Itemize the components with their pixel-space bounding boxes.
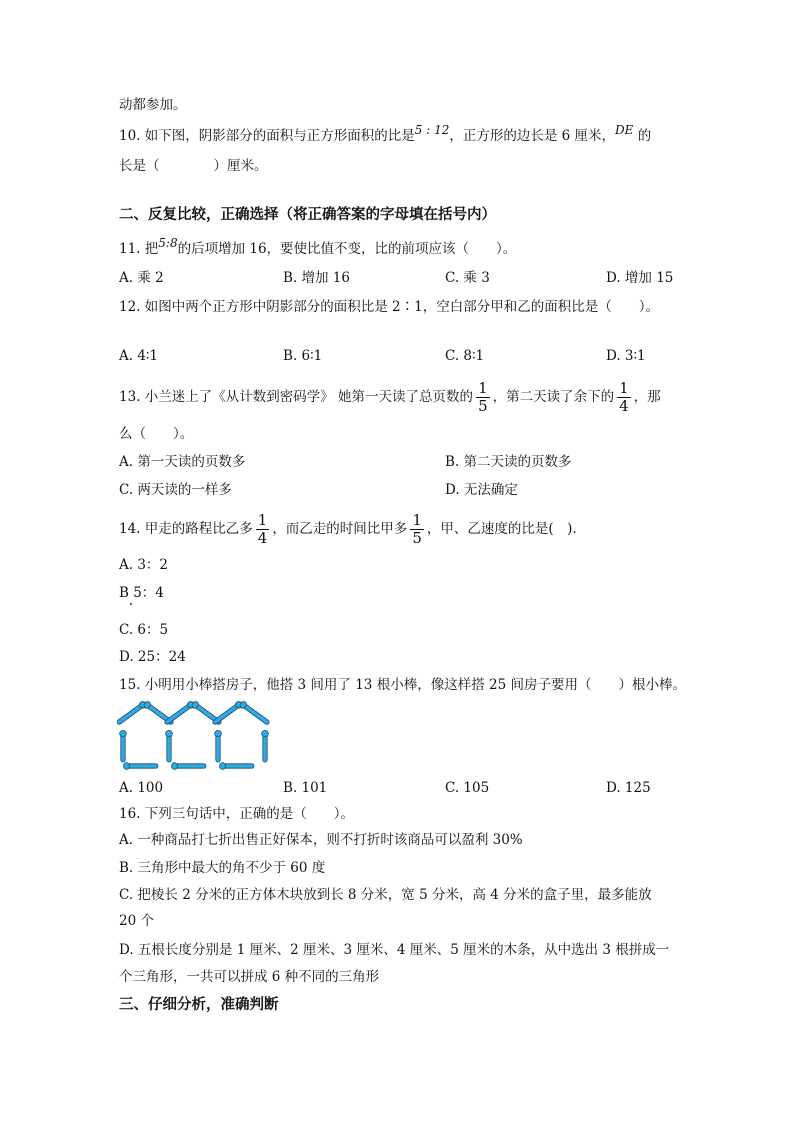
section-3-heading: 三、仔细分析，准确判断 [119,997,279,1013]
wall-stick [120,731,127,763]
q13-option-b[interactable]: B. 第二天读的页数多 [445,454,572,470]
q15-option-a[interactable]: A. 100 [119,780,164,796]
de-label: DE [615,123,634,137]
q11-option-b[interactable]: B. 增加 16 [283,270,350,286]
q12-option-a[interactable]: A. 4∶1 [119,348,159,364]
q15-option-c[interactable]: C. 105 [445,780,490,796]
ratio-5-12: 5 : 12 [414,123,450,137]
question-13-line1: 13. 小兰迷上了《从计数到密码学》 她第一天读了总页数的 $\frac{1}{5}$ ，第二天读了余下的 $\frac{1}{4}$ ，那 [119,379,661,415]
q11-option-d[interactable]: D. 增加 15 [606,270,674,286]
roof-stick [117,700,147,726]
q14-option-a[interactable]: A. 3：2 [119,557,169,573]
q13-option-d[interactable]: D. 无法确定 [445,482,518,498]
q12-option-b[interactable]: B. 6∶1 [283,348,323,364]
floor-stick [124,763,159,770]
q13-option-a[interactable]: A. 第一天读的页数多 [119,454,246,470]
q15-option-b[interactable]: B. 101 [283,780,328,796]
fraction-one-fifth: $\frac{1}{5}$ [412,511,422,547]
question-11: 11. 把5:8的后项增加 16，要使比值不变，比的前项应该（ ）。 [119,236,517,257]
question-15: 15. 小明用小棒搭房子，他搭 3 间用了 13 根小棒，像这样搭 25 间房子要用（ ）根小棒。 [119,677,686,693]
q16-option-d-line1[interactable]: D. 五根长度分别是 1 厘米、2 厘米、3 厘米、4 厘米、5 厘米的木条，从中选出 3 根拼成一 [119,942,670,958]
fraction-one-quarter: $\frac{1}{4}$ [619,379,629,415]
q15-option-d[interactable]: D. 125 [606,780,651,796]
q16-option-b[interactable]: B. 三角形中最大的角不少于 60 度 [119,860,326,876]
q11-option-c[interactable]: C. 乘 3 [445,270,490,286]
roof-stick [211,700,243,726]
roof-stick [239,700,271,726]
question-14: 14. 甲走的路程比乙多 $\frac{1}{4}$ ，而乙走的时间比甲多 $\frac{1}{5}$ ，甲、乙速度的比是( ). [119,511,577,547]
roof-stick [163,700,195,726]
question-10-line1: 10. 如下图，阴影部分的面积与正方形面积的比是5 : 12，正方形的边长是 6 厘米，DE 的 [119,123,652,144]
q14-option-c[interactable]: C. 6：5 [119,622,169,638]
q12-option-c[interactable]: C. 8∶1 [445,348,485,364]
question-10-line2: 长是（ ）厘米。 [119,158,268,174]
floor-stick [220,763,255,770]
question-12: 12. 如图中两个正方形中阴影部分的面积比是 2∶1，空白部分甲和乙的面积比是（ ）。 [119,299,659,315]
question-16: 16. 下列三句话中，正确的是（ ）。 [119,806,355,822]
q14-option-b[interactable]: B 5：4 [119,585,164,601]
wall-stick [166,731,173,763]
q12-option-d[interactable]: D. 3∶1 [606,348,646,364]
q11-option-a[interactable]: A. 乘 2 [119,270,164,286]
q16-option-d-line2: 个三角形，一共可以拼成 6 种不同的三角形 [119,969,380,985]
q14-option-d[interactable]: D. 25：24 [119,649,186,665]
fraction-one-fifth: $\frac{1}{5}$ [478,379,488,415]
question-13-line2: 么（ ）。 [119,426,194,442]
wall-stick [215,731,222,763]
q16-option-c-line2: 20 个 [119,913,154,929]
q16-option-c-line1[interactable]: C. 把棱长 2 分米的正方体木块放到长 8 分米，宽 5 分米，高 4 分米的盒子里，最多能放 [119,887,652,903]
wall-stick [262,731,269,763]
q16-option-a[interactable]: A. 一种商品打七折出售正好保本，则不打折时该商品可以盈利 30% [119,832,523,848]
stray-dot [130,603,132,605]
matchstick-houses-figure [117,700,277,774]
q13-option-c[interactable]: C. 两天读的一样多 [119,482,232,498]
fraction-one-quarter: $\frac{1}{4}$ [257,511,268,547]
line-prev: 动都参加。 [119,97,187,113]
floor-stick [172,763,207,770]
section-2-heading: 二、反复比较，正确选择（将正确答案的字母填在括号内） [119,207,496,223]
